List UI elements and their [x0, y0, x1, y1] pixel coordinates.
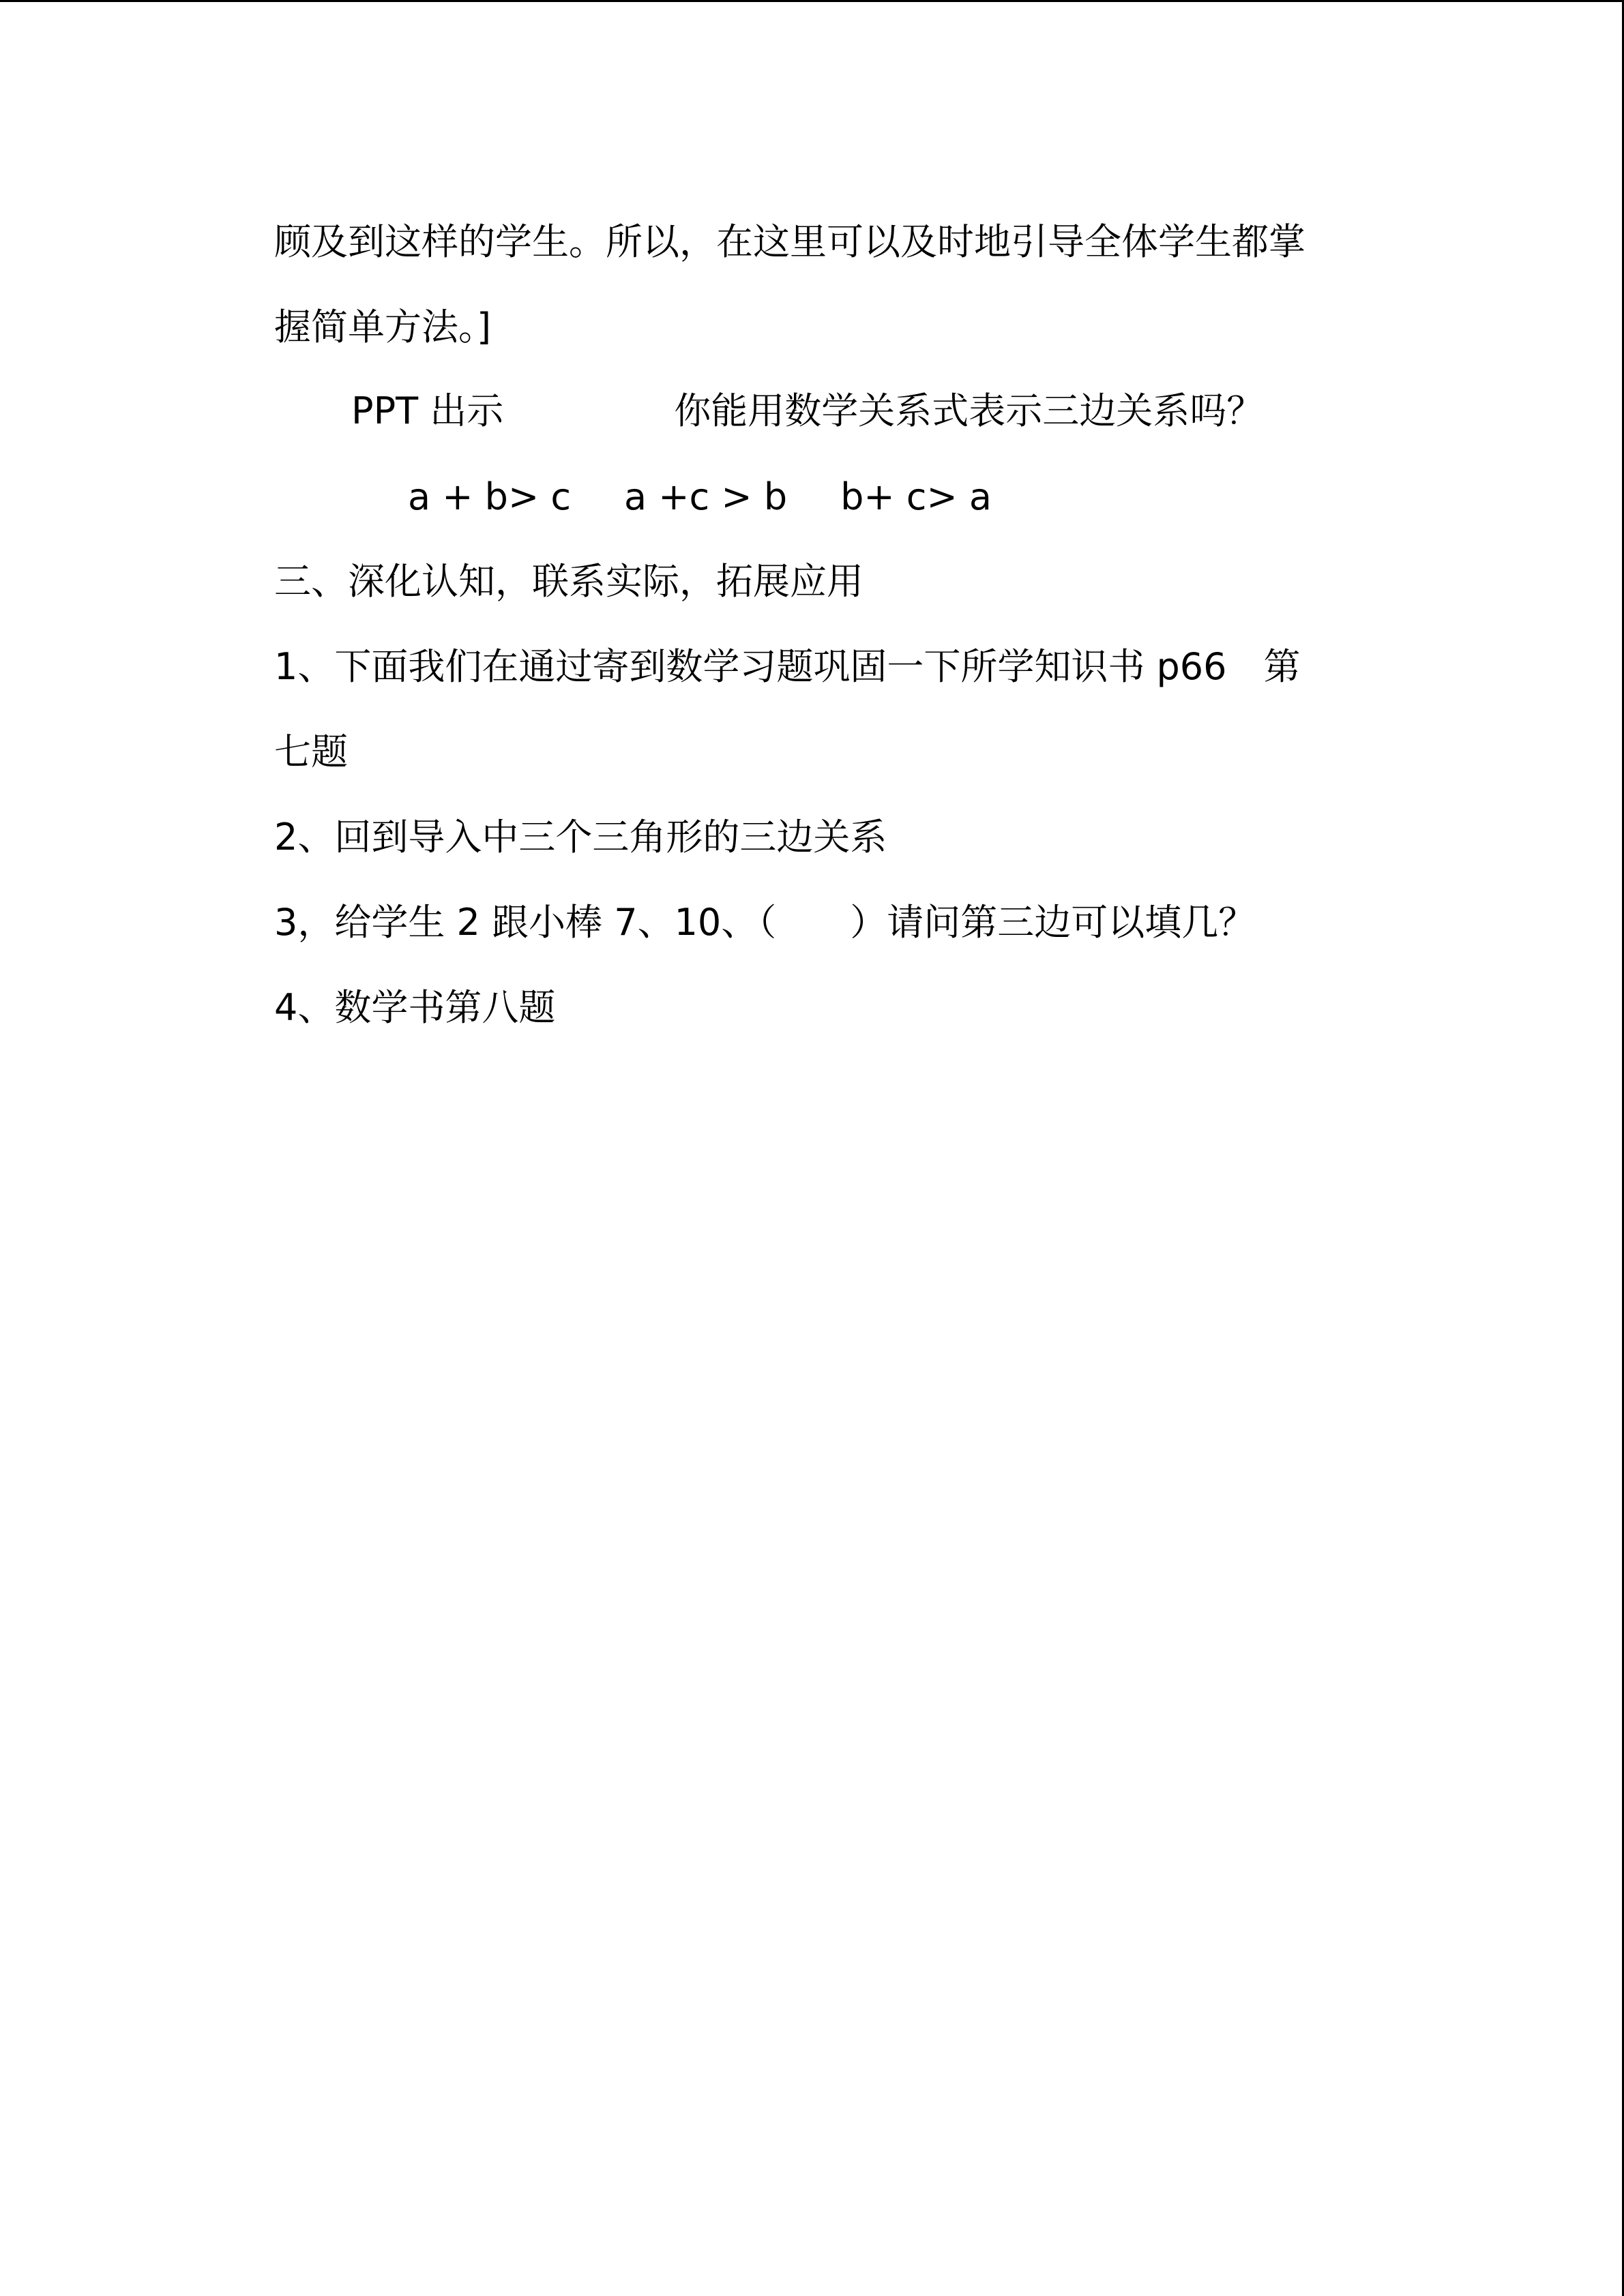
section-heading: 三、深化认知，联系实际，拓展应用	[274, 560, 863, 603]
item-2: 2、回到导入中三个三角形的三边关系	[274, 816, 887, 859]
item-4: 4、数学书第八题	[274, 986, 556, 1029]
top-border	[0, 0, 1624, 2]
continuation-line-2: 握简单方法。]	[274, 305, 492, 348]
formula-3: b+ c> a	[840, 475, 992, 518]
ppt-question: 你能用数学关系式表示三边关系吗？	[674, 389, 1264, 432]
item-3: 3，给学生 2 跟小棒 7、10、（ ）请问第三边可以填几？	[274, 901, 1256, 944]
continuation-line-1: 顾及到这样的学生。所以，在这里可以及时地引导全体学生都掌	[274, 220, 1305, 263]
formula-row	[408, 473, 992, 521]
ppt-prompt	[351, 387, 1263, 435]
ppt-label: PPT 出示	[351, 389, 504, 432]
formula-1: a + b> c	[408, 475, 572, 518]
item-1-line-2: 七题	[274, 730, 348, 773]
formula-2: a +c > b	[624, 475, 788, 518]
item-1-line-1: 1、下面我们在通过寄到数学习题巩固一下所学知识书 p66 第	[274, 645, 1301, 688]
